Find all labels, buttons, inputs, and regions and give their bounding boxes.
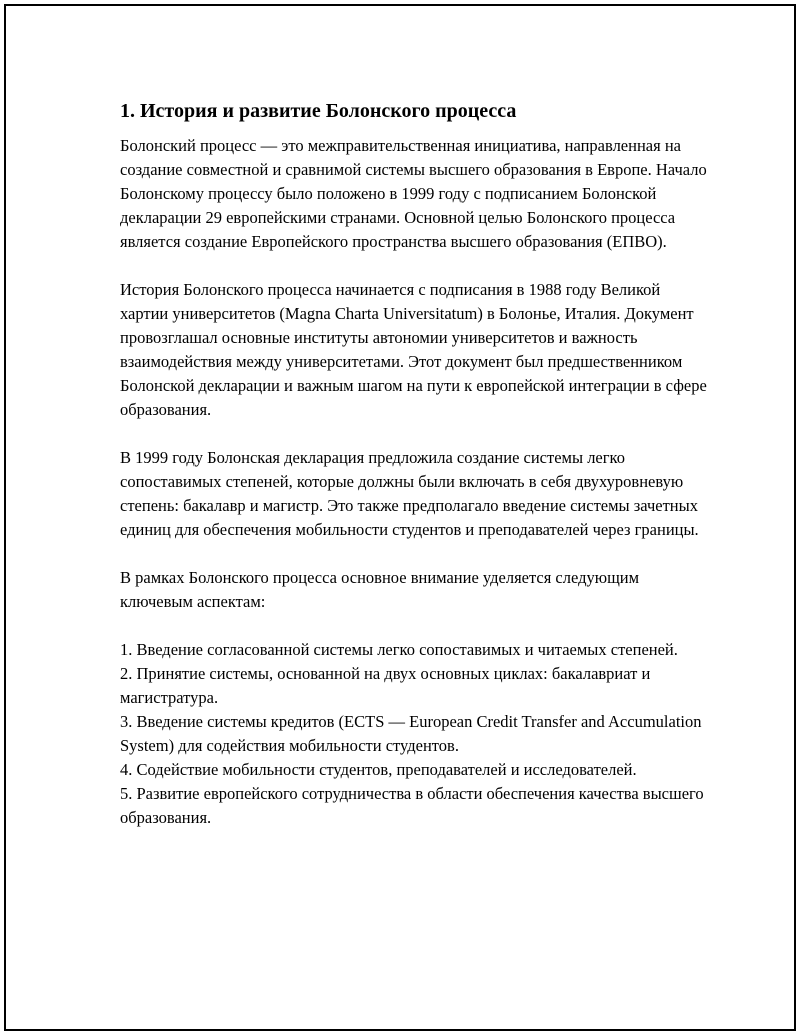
list-item: 4. Содействие мобильности студентов, преподавателей и исследователей.: [120, 760, 637, 779]
paragraph-intro: Болонский процесс — это межправительственная инициатива, направленная на создание совместной и сравнимой системы высшего образования в Европе. Начало Болонскому процессу было положено в 1999 году с подписанием Болонской декларации 29 европейскими странами. Основной целью Болонского процесса является создание Европейского пространства высшего образования (ЕПВО).: [120, 136, 707, 251]
document-body: [120, 98, 710, 830]
section-heading: 1. История и развитие Болонского процесса: [120, 100, 517, 122]
key-aspects-list: [120, 638, 710, 830]
paragraph-history: История Болонского процесса начинается с подписания в 1988 году Великой хартии университетов (Magna Charta Universitatum) в Болонье, Италия. Документ провозглашал основные институты автономии университетов и важность взаимодействия между университетами. Этот документ был предшественником Болонской декларации и важным шагом на пути к европейской интеграции в сфере образования.: [120, 280, 707, 419]
list-item: 3. Введение системы кредитов (ECTS — European Credit Transfer and Accumulation System) для содействия мобильности студентов.: [120, 712, 702, 755]
page-frame: [4, 4, 796, 1031]
paragraph-key-aspects-intro: В рамках Болонского процесса основное внимание уделяется следующим ключевым аспектам:: [120, 568, 640, 611]
list-item: 1. Введение согласованной системы легко сопоставимых и читаемых степеней.: [120, 640, 678, 659]
list-item: 2. Принятие системы, основанной на двух основных циклах: бакалавриат и магистратура.: [120, 664, 651, 707]
list-item: 5. Развитие европейского сотрудничества в области обеспечения качества высшего образования.: [120, 784, 704, 827]
paragraph-declaration: В 1999 году Болонская декларация предложила создание системы легко сопоставимых степеней, которые должны были включать в себя двухуровневую степень: бакалавр и магистр. Это также предполагало введение системы зачетных единиц для обеспечения мобильности студентов и преподавателей через границы.: [120, 448, 699, 539]
